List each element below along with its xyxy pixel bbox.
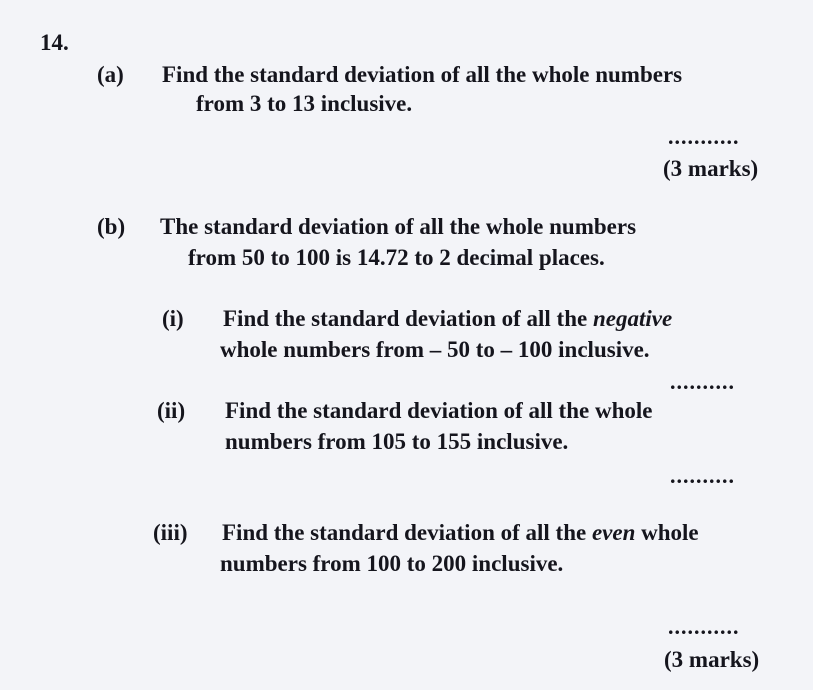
part-b-marks: (3 marks) xyxy=(664,647,760,672)
part-b-iii-text-line1 xyxy=(222,521,699,544)
part-b-iii-text-line2: numbers from 100 to 200 inclusive. xyxy=(220,551,564,576)
part-b-iii-label: (iii) xyxy=(153,520,188,545)
part-b-iii-answer-line: ........... xyxy=(668,614,740,639)
part-b-i-text-line1 xyxy=(223,307,672,330)
part-b-text-line1: The standard deviation of all the whole numbers xyxy=(160,214,637,239)
part-b-ii-text-line1: Find the standard deviation of all the whole xyxy=(225,398,653,423)
part-b-text-line2: from 50 to 100 is 14.72 to 2 decimal places. xyxy=(188,245,605,270)
part-b-ii-answer-line: .......... xyxy=(670,463,735,488)
part-b-label: (b) xyxy=(97,214,126,239)
part-a-text-line2: from 3 to 13 inclusive. xyxy=(196,91,413,116)
part-b-i-text-emphasis: negative xyxy=(592,306,673,331)
question-number: 14. xyxy=(40,30,69,55)
part-a-marks: (3 marks) xyxy=(663,156,759,181)
part-b-i-text-pre: Find the standard deviation of all the xyxy=(223,306,593,331)
part-a-text-line1: Find the standard deviation of all the whole numbers xyxy=(162,62,683,87)
part-a-answer-line: ........... xyxy=(668,124,740,149)
part-b-i-label: (i) xyxy=(162,306,184,331)
part-b-iii-text-pre: Find the standard deviation of all the xyxy=(222,520,592,545)
part-b-ii-text-line2: numbers from 105 to 155 inclusive. xyxy=(225,429,569,454)
part-b-iii-text-emphasis: even xyxy=(591,520,636,545)
part-b-iii-text-post: whole xyxy=(635,520,699,545)
part-b-ii-label: (ii) xyxy=(157,398,186,423)
part-a-label: (a) xyxy=(97,62,124,87)
part-b-i-answer-line: .......... xyxy=(670,369,735,394)
part-b-i-text-line2: whole numbers from – 50 to – 100 inclusive. xyxy=(220,337,650,362)
